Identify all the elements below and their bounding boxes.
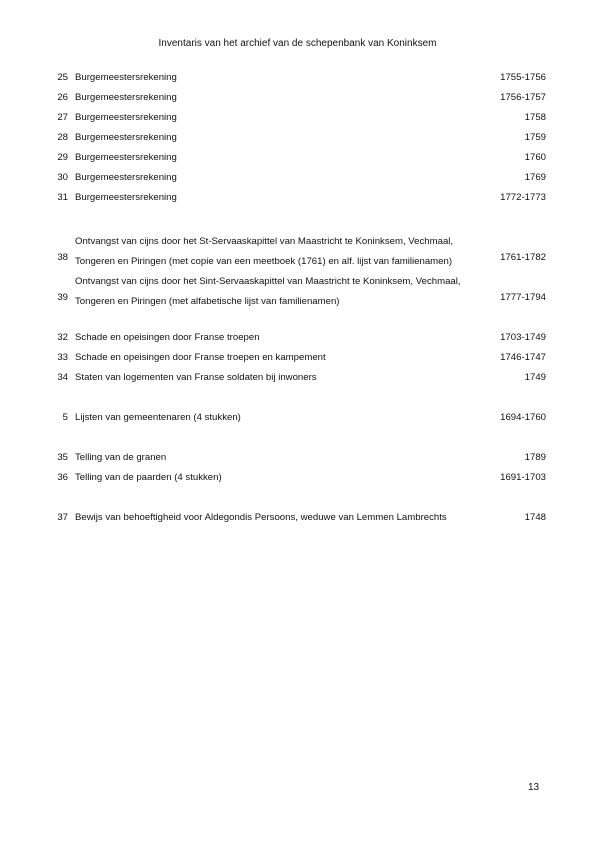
inventory-entry <box>0 410 595 430</box>
group-spacer <box>0 430 595 450</box>
entry-date: 1749 <box>524 372 546 383</box>
entry-date: 1769 <box>524 172 546 183</box>
entry-number: 29 <box>57 152 68 163</box>
entry-description: Burgemeestersrekening <box>75 92 177 103</box>
entry-date: 1748 <box>524 512 546 523</box>
entry-description: Staten van logementen van Franse soldaten bij inwoners <box>75 372 317 383</box>
entry-description: Burgemeestersrekening <box>75 152 177 163</box>
entry-date: 1755-1756 <box>500 72 546 83</box>
entry-date: 1760 <box>524 152 546 163</box>
entry-date: 1759 <box>524 132 546 143</box>
inventory-entry <box>0 270 595 310</box>
inventory-entry <box>0 190 595 210</box>
entry-number: 38 <box>57 252 68 263</box>
page-header: Inventaris van het archief van de schepenbank van Koninksem <box>158 38 437 49</box>
entry-number: 34 <box>57 372 68 383</box>
entry-number: 39 <box>57 292 68 303</box>
entry-description-line-1: Ontvangst van cijns door het Sint-Servaaskapittel van Maastricht te Koninksem, Vechmaal, <box>75 276 461 287</box>
entry-date: 1758 <box>524 112 546 123</box>
entry-description: Bewijs van behoeftigheid voor Aldegondis Persoons, weduwe van Lemmen Lambrechts <box>75 512 447 523</box>
entry-description: Schade en opeisingen door Franse troepen <box>75 332 260 343</box>
entry-description: Schade en opeisingen door Franse troepen en kampement <box>75 352 326 363</box>
entry-date: 1761-1782 <box>500 252 546 263</box>
page-number: 13 <box>528 782 540 793</box>
inventory-entry <box>0 330 595 350</box>
entry-date: 1694-1760 <box>500 412 546 423</box>
entry-number: 25 <box>57 72 68 83</box>
entry-description: Burgemeestersrekening <box>75 172 177 183</box>
group-spacer <box>0 490 595 510</box>
inventory-entry <box>0 230 595 270</box>
inventory-entry <box>0 450 595 470</box>
inventory-entry <box>0 90 595 110</box>
entry-number: 33 <box>57 352 68 363</box>
inventory-entry <box>0 110 595 130</box>
entry-number: 26 <box>57 92 68 103</box>
entry-date: 1789 <box>524 452 546 463</box>
inventory-entry <box>0 130 595 150</box>
entry-description <box>75 272 461 312</box>
entry-date: 1772-1773 <box>500 192 546 203</box>
entry-number: 5 <box>62 412 68 423</box>
entry-number: 35 <box>57 452 68 463</box>
entry-description: Burgemeestersrekening <box>75 72 177 83</box>
entry-description-line-2: Tongeren en Piringen (met copie van een meetboek (1761) en alf. lijst van familienamen) <box>75 256 453 267</box>
entry-description-line-1: Ontvangst van cijns door het St-Servaaskapittel van Maastricht te Koninksem, Vechmaal, <box>75 236 454 247</box>
entry-date: 1746-1747 <box>500 352 546 363</box>
entry-description: Lijsten van gemeentenaren (4 stukken) <box>75 412 241 423</box>
inventory-entry <box>0 350 595 370</box>
entry-number: 31 <box>57 192 68 203</box>
entry-number: 32 <box>57 332 68 343</box>
group-spacer <box>0 210 595 230</box>
entry-description: Burgemeestersrekening <box>75 192 177 203</box>
entry-description-line-2: Tongeren en Piringen (met alfabetische lijst van familienamen) <box>75 296 340 307</box>
group-spacer <box>0 390 595 410</box>
entry-date: 1703-1749 <box>500 332 546 343</box>
entry-date: 1691-1703 <box>500 472 546 483</box>
inventory-entry <box>0 370 595 390</box>
entry-date: 1777-1794 <box>500 292 546 303</box>
inventory-entry <box>0 510 595 530</box>
entry-number: 30 <box>57 172 68 183</box>
inventory-entry <box>0 470 595 490</box>
entry-number: 27 <box>57 112 68 123</box>
entry-number: 28 <box>57 132 68 143</box>
entry-number: 37 <box>57 512 68 523</box>
entry-description: Telling van de granen <box>75 452 167 463</box>
inventory-entry <box>0 170 595 190</box>
entry-date: 1756-1757 <box>500 92 546 103</box>
entry-number: 36 <box>57 472 68 483</box>
inventory-entry <box>0 70 595 90</box>
entry-description: Burgemeestersrekening <box>75 112 177 123</box>
entry-description <box>75 232 453 272</box>
entry-description: Telling van de paarden (4 stukken) <box>75 472 222 483</box>
entry-description: Burgemeestersrekening <box>75 132 177 143</box>
inventory-list <box>0 70 595 530</box>
inventory-entry <box>0 150 595 170</box>
group-spacer <box>0 310 595 330</box>
